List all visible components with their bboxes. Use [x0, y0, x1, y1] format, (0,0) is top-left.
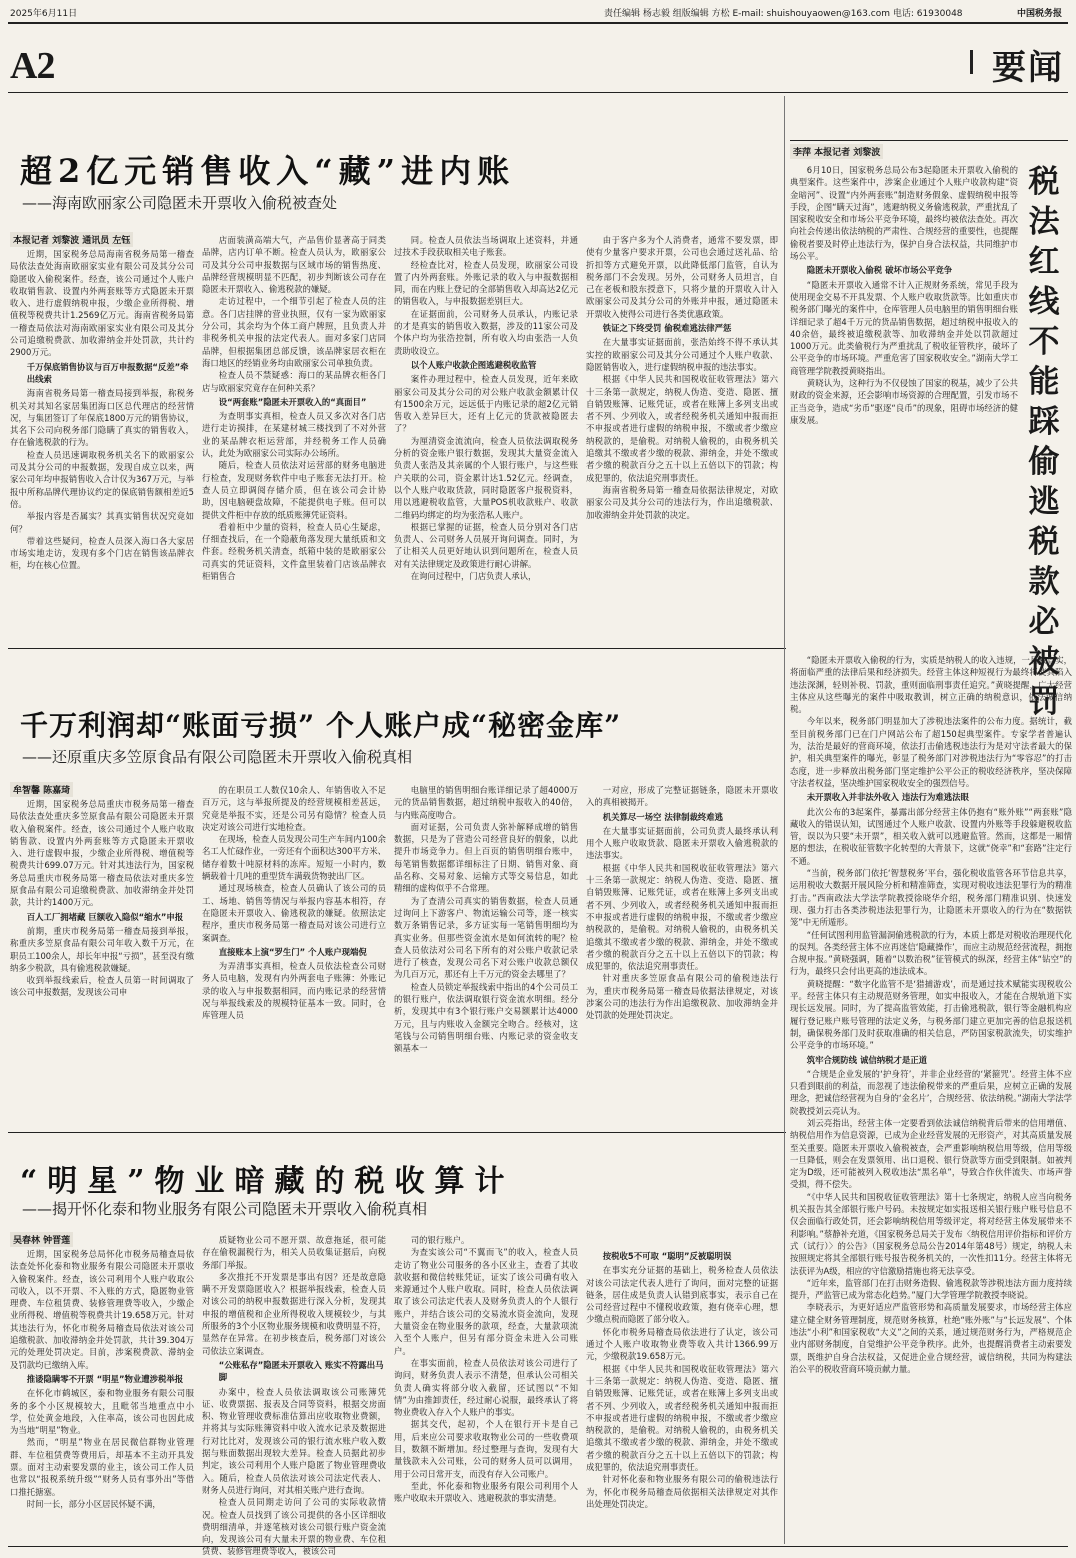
article1-col2 [202, 234, 386, 640]
paragraph: 带着这些疑问，检查人员深入海口各大家居市场实地走访，发现有多个门店在销售该品牌衣柜，均在核心位置。 [10, 535, 194, 571]
article1-byline: 本报记者 刘黎波 通讯员 左钰 [10, 232, 133, 247]
paragraph: 为查实该公司“不翼而飞”的收入，检查人员走访了物业公司服务的各小区业主，查看了其收款收据和微信转账凭证，证实了该公司确有收入来源通过个人账户收取。同时，检查人员依法调取了该公司法定代表人及财务负责人的个人银行账户，并结合该公司的交易流水资金流向，发现大量资金在物业服务的款项，经查，大量款项流入至个人账户，但另有部分资金未进入公司账户。 [394, 1247, 578, 1356]
paragraph: 办案中，检查人员依法调取该公司账簿凭证、收费票据、报表及合同等资料，根据交房面积、物业管理收费标准估算出应收取物业费额，并将其与实际账簿资料中收入流水记录及数据进行对比比对，发现该公司的银行流水账户收入数据与账面数据出现较大差异。检查人员据此初步判定，该公司利用个人账户隐匿了物业管理费收入。随后，检查人员依法对该公司法定代表人、财务人员进行询问，对其相关账户进行查询。 [202, 1386, 386, 1495]
article3-col2 [202, 1234, 386, 1557]
paragraph: “合规是企业发展的‘护身符’，并非企业经营的‘紧箍咒’。经营主体不应只看到眼前的利益，而忽视了违法偷税带来的严重后果，应树立正确的发展理念，把诚信经营视为自身的‘金名片’，合规经营、依法纳税。”湖南大学法学院教授刘云亮认为。 [790, 1068, 1072, 1116]
article2-headline: 千万利润却“账面亏损” 个人账户成“秘密金库” [20, 709, 622, 742]
article3-subhead2: “公账私存”隐匿未开票收入 账实不符露出马脚 [218, 1359, 384, 1383]
paragraph: 为了查清公司真实的销售数据，检查人员通过询问上下游客户、物流运输公司等，逐一核实数万条销售记录，多方证实每一笔销售明细均为真实业务。但那些资金流水是如何流转的呢？检查人员依法对公司名下所有的对公账户收款记录进行了核查，发现公司名下对公账户收款总额仅为几百万元，那还有上千万元的资金去哪里了？ [394, 895, 578, 980]
article2-col4 [586, 784, 778, 1126]
paragraph: 质疑物业公司不愿开票、故意拖延，很可能存在偷税漏税行为，相关人员收集证据后，向税务部门举报。 [202, 1235, 386, 1270]
paragraph: 为查明事实真相，检查人员又多次对各门店进行走访摸排，在某建材城三楼找到了不对外营业的某品牌衣柜运营部，并经税务工作人员确认，此处为欧丽家公司实际办公场所。 [202, 411, 386, 459]
article2-col2 [202, 784, 386, 1126]
paragraph: 6月10日，国家税务总局公布3起隐匿未开票收入偷税的典型案件。这些案件中，涉案企业通过个人账户收款构建“资金暗河”、设置“内外两套账”制造财务假象、虚假纳税申报等手段，企图“瞒天过海”，逃避纳税义务偷逃税款，严重扰乱了国家税收安全和市场公平竞争环境，最终均被依法查处。再次向社会传递出依法纳税的严肃性、合规经营的重要性，也提醒偷税者要及时停止违法行为，保护自身合法权益，共同维护市场公平。 [790, 165, 1018, 262]
article1-subhead1: 千万保底销售协议与百万申报数据“反差”牵出线索 [26, 361, 189, 384]
paragraph: 在现场，检查人员发现公司生产车间内100余名工人忙碌作业，一旁还有个面积达300平方米、储存着数十吨原材料的冻库。短短一小时内，数辆载着十几吨的重型货车满载货物驶出厂区。 [202, 834, 386, 882]
newspaper-brand: 中国税务报 [1016, 8, 1062, 19]
paragraph: 检查人员锁定举报线索中指出的4个公司员工的银行账户，依法调取银行资金流水明细。经分析，发现其中有3个银行账户交易额累计达4000万元，且与内账收入金额完全吻合。经核对，这笔钱与公司销售明细台账、内账记录的资金收支额基本一 [394, 981, 578, 1054]
paragraph: 在怀化市鹤城区，泰和物业服务有限公司服务的多个小区规模较大，且毗邻当地重点中小学，位处黄金地段，入住率高，该公司也因此成为当地“明星”物业。 [10, 1388, 194, 1436]
paragraph: 前期，重庆市税务局第一稽查局接到举报，称重庆多笠原食品有限公司年收入数千万元，在职员工100余人，却长年申报“亏损”，甚至没有缴纳多少税款，具有偷逃税款嫌疑。 [10, 925, 194, 973]
sidebar-subhead3: 筑牢合规防线 诚信纳税才是正道 [806, 1054, 927, 1065]
sidebar-vertical-title [1024, 162, 1064, 722]
paragraph: “近年来，监管部门在打击财务造假、偷逃税款等涉税违法方面力度持续提升，严监管已成为常态化趋势。”厦门大学管理学院教授李晓说。 [790, 1277, 1072, 1301]
paragraph: 在证据面前，公司财务人员承认，内账记录的才是真实的销售收入数据，涉及的11家公司及个体户均为张浩控制，所有收入均由张浩一人负责助收设立。 [394, 308, 578, 356]
paragraph: 为厘清资金流流向，检查人员依法调取税务分析的资金账户银行数据，发现其大量资金流入负责人张浩及其亲属的个人银行账户，与这些账户关联的公司，资金累计达1.52亿元。经调查，以个人账户收取货款，同时隐匿客户报税资料，用以逃避税收监管，大量POS机收款账户、收款二维码均绑定的均为张浩私人账户。 [394, 435, 578, 520]
paragraph: 为弄清事实真相，检查人员依法检查公司财务人员电脑，发现有内外两套电子账簿：外账记录的收入与申报数据相同，而内账记录的经营情况与举报线索及的规模特征基本一致。同时，仓库管理人员 [202, 961, 386, 1021]
paragraph: 此次公布的3起案件，暴露出部分经营主体仍抱有“账外账”“两套账”隐藏收入的错误认知，试图通过个人账户收款、设置内外账等手段躲避税收监管，误以为只要“未开票”，相关收入就可以逃避监管。然而，这都是一厢情愿的想法，在税收征管数字化转型的大背景下，这就“侥幸”和“套路”注定行不通。 [790, 806, 1072, 866]
article3-subhead4: 按税收5不可取 “聪明”反被聪明误 [602, 1251, 732, 1261]
sidebar-subhead2: 未开票收入并非法外收入 违法行为难逃法眼 [806, 792, 969, 803]
article3-subtitle: ——揭开怀化泰和物业服务有限公司隐匿未开票收入偷税真相 [22, 1200, 428, 1218]
paragraph: 在大量事实证据面前，张浩始终不得不承认其实控的欧丽家公司及其分公司通过个人账户收款、隐匿销售收入，进行虚假纳税申报的违法事实。 [586, 337, 778, 372]
paragraph: 一对应，形成了完整证据链条，隐匿未开票收入的真相被揭开。 [586, 785, 778, 808]
paragraph: “《中华人民共和国税收征收管理法》第十七条规定，纳税人应当向税务机关报告其全部银行账户号码。未按规定如实报送相关银行账户账号信息不仅会面临行政处罚，还会影响纳税信用等级评定，将对经营主体发展带来不利影响。”蔡静补充道，《国家税务总局关于发布〈纳税信用评价指标和评价方式（试行）〉的公告》（国家税务总局公告2014年第48号）规定，纳税人未按照规定将其全部银行账号报告税务机关的，一次性扣11分。经营主体将无法获评为A级，相应的守信激励措施也将无法享受。 [790, 1191, 1072, 1276]
article1-col4 [586, 234, 778, 640]
paragraph: 随后，检查人员依法对运营部的财务电脑进行检查，发现财务软件中电子账套无法打开。检查人员立即调阅存储介质，但在该公司会计协助，因电脑硬盘故障，不能提供电子账。但可以提供文件柜中存放的纸质账簿凭证资料。 [202, 460, 386, 520]
paragraph: 由于客户多为个人消费者，通常不要发票，即使有少量客户要求开票，公司也会通过送礼品、给折扣等方式避免开票，以此降低部门监管，自认为税务部门不会发现。另外，公司财务人员坦言，自己在老板和股东授意下，只将少量的开票收入计入欧丽家公司及其分公司的外账并申报，通过隐匿未开票收入使得公司进行各类优惠政策。 [586, 235, 778, 319]
article2-subtitle: ——还原重庆多笠原食品有限公司隐匿未开票收入偷税真相 [22, 748, 413, 766]
article-divider [8, 1132, 786, 1133]
paragraph: 根据已掌握的证据，检查人员分别对各门店负责人、公司财务人员展开询问调查。同时，为了让相关人员更好地认识到问题所在，检查人员对有关法律规定及政策进行耐心讲解。 [394, 521, 578, 569]
paragraph: 案件办理过程中，检查人员发现，近年来欧丽家公司及其分公司的对公账户收款金额累计仅有1500余万元，远远低于内账记录的超2亿元销售收入差异巨大，还有上亿元的货款被隐匿去了？ [394, 374, 578, 434]
paragraph: 近期，国家税务总局重庆市税务局第一稽查局依法查处重庆多笠原食品有限公司隐匿未开票收入偷税案件。经查，该公司通过个人账户收取销售款、设置内外两套账等方式隐匿未开票收入、进行虚假申报，少缴企业所得税、增值税等税费共计699.07万元。针对其违法行为，国家税务总局重庆市税务局第一稽查局依法对重庆多笠原食品有限公司追缴税费款、加收滞纳金并处罚款，共计约1400万元。 [10, 799, 194, 908]
paragraph: 海南省税务局第一稽查局接到举报，称税务机关对其知名家居集团海口区总代理店的经营情况，与集团签订了年保底1800万元的销售协议，其名下公司向税务部门隐瞒了真实的销售收入，存在偷逃税款的行为。 [10, 388, 194, 448]
article1-col3 [394, 234, 578, 640]
paragraph: 多次推托不开发票是事出有因？还是故意隐瞒不开发票隐匿收入？根据举报线索，检查人员对该公司的纳税申报数据进行深入分析，发现其申报的增值税和企业所得税收入规模较少，与其所服务的3个小区物业服务规模和收费明显不符，显然存在异常。在初步核查后，税务部门对该公司依法立案调查。 [202, 1271, 386, 1356]
article1-subtitle: ——海南欧丽家公司隐匿未开票收入偷税被查处 [22, 194, 338, 212]
sidebar-top-rule [790, 140, 1068, 141]
sidebar-title-text: 税 法 红 线 不 能 踩 偷 逃 税 款 必 被 罚 [1028, 164, 1060, 720]
paragraph: 根据《中华人民共和国税收征收管理法》第六十三条第一款规定，纳税人伪造、变造、隐匿、擅自销毁账簿、记账凭证，或者在账簿上多列支出或者不列、少列收入，或者经税务机关通知申报而拒不申报或者进行虚假的纳税申报，不缴或者少缴应纳税款的，是偷税。对纳税人偷税的，由税务机关追缴其不缴或者少缴的税款、滞纳金，并处不缴或者少缴的税款百分之五十以上五倍以下的罚款；构成犯罪的，依法追究刑事责任。 [586, 374, 778, 483]
paragraph: 在事实面前，检查人员依法对该公司进行了询问，财务负责人表示不清楚，但承认公司相关负责人确实将部分收入截留，还试图以“不知情”为由推卸责任，经过耐心说服，最终承认了将物业费收入存入个人账户的事实。 [394, 1357, 578, 1418]
paragraph: 举报内容是否属实？其真实销售状况究竟如何？ [10, 511, 194, 534]
paragraph: 电脑里的销售明细台账详细记录了超4000万元的货品销售数据，超过纳税申报收入的40倍，与内账高度吻合。 [394, 785, 578, 820]
article2-subhead1: 百人工厂拥堵藏 巨额收入隐似“缩水”申报 [26, 911, 184, 922]
paragraph: “任何试图利用监管漏洞偷逃税款的行为，本质上都是对税收治理现代化的误判。各类经营主体不应再迷信‘隐藏操作’，而应主动规范经营流程，拥抱合规申报。”黄晓强调，随着“以数治税”征管模式的纵深，经营主体“钻空”的行为，最终只会付出更高的违法成本。 [790, 929, 1072, 977]
paragraph: 至此，怀化泰和物业服务有限公司利用个人账户收取未开票收入、逃避税款的事实清楚。 [394, 1480, 578, 1504]
sidebar-col-bottom [790, 654, 1072, 1544]
paragraph: 看着柜中少量的资料，检查人员心生疑虑，仔细查找后，在一个隐蔽角落发现大量纸质和文件套。经税务机关清查，纸箱中装的是欧丽家公司真实的凭证资料，文件盒里装着门店该品牌衣柜销售合 [202, 521, 386, 582]
paragraph: 经检查比对，检查人员发现，欧丽家公司设置了内外两套账。外账记录的收入与申报数据相同，而在内账上登记的全部销售收入却高达2亿元的销售收入，与申报数据差别巨大。 [394, 259, 578, 307]
article1-subhead3: 以个人账户收款企图逃避税收监管 [410, 359, 537, 370]
article2-col1 [10, 798, 194, 1126]
paragraph: 海南省税务局第一稽查局依据法律规定，对欧丽家公司及其分公司的违法行为，作出追缴税款、加收滞纳金并处罚款的决定。 [586, 484, 778, 520]
paragraph: 在大量事实证据面前，公司负责人最终承认利用个人账户收取货款、隐匿未开票收入偷逃税款的违法事实。 [586, 825, 778, 861]
paragraph: 司的银行账户。 [410, 1235, 470, 1245]
paragraph: 李晓表示，为更好适应严监管形势和高质量发展要求，市场经营主体应建立健全财务管理制度，规范财务核算，杜绝“账外账”与“长远发展”、个体违法“小利”和国家税收“大义”之间的关系，通过规范财务行为，严格规范企业内部财务制度，自觉维护公平竞争秩序。此外，也提醒消费者主动索要发票，既维护自身合法权益，又促进企业合规经营，诚信纳税，共同为构建法治公平的税收营商环境贡献力量。 [790, 1302, 1072, 1374]
paragraph: 然而，“明星”物业在居民微信群物业管理群、车位租赁费等费用后，却基本不主动开具发票。面对主动索要发票的业主，该公司工作人员也常以“报税系统升级”“财务人员有事外出”等借口推托搪塞。 [10, 1437, 194, 1497]
paragraph: 通过现场核查，检查人员确认了该公司的员工、场地、销售等情况与举报内容基本相符，存在隐匿未开票收入、偷逃税款的嫌疑。依照法定程序，重庆市税务局第一稽查局对该公司进行立案调查。 [202, 883, 386, 943]
sidebar-divider [784, 96, 785, 1544]
editor-credits: 责任编辑 杨志毅 组版编辑 方松 E-mail: shuishouyaowen@163.com 电话: 61930048 [604, 8, 963, 19]
article3-headline: “明星”物业暗藏的税收算计 [20, 1164, 515, 1199]
paragraph: 今年以来，税务部门明显加大了涉税违法案件的公布力度。据统计，截至目前税务部门已在门户网站公布了超150起典型案件。专家学者普遍认为，法治是最好的营商环境，依法打击偷逃税违法行为是对守法者最大的保护，相关典型案件的曝光，彰显了税务部门对涉税违法行为“零容忍”的打击态度，进一步释放出税务部门坚定维护公平公正的税收经济秩序，坚决保障守法者权益，坚决维护国家税收安全的强烈信号。 [790, 716, 1072, 788]
paragraph: 走访过程中，一个细节引起了检查人员的注意。各门店挂牌的营业执照，仅有一家为欧丽家分公司，其余均为个体工商户牌照，且负责人并非税务机关申报的法定代表人。面对多家门店同品牌，但根据集团总部反馈，该品牌家居衣柜在海口地区的经销业务均由欧丽家公司单独负责。 [202, 296, 386, 368]
paragraph: 黄晓提醒：“数字化监管不是‘猎捕游戏’，而是通过技术赋能实现税收公平。经营主体只有主动规范财务管理，如实申报收入，才能在合规轨道下实现长远发展。同时，为了提高监管效能，打击偷逃税款，银行等金融机构应履行登记账户账号管理的法定义务，与税务部门建立更加完善的信息报送机制，确保税务部门及时获取准确的相关信息，严防国家税款流失，切实维护公平竞争的市场环境。” [790, 978, 1072, 1051]
masthead-rule [8, 92, 1068, 93]
paragraph: 近期，国家税务总局海南省税务局第一稽查局依法查处海南欧丽家实业有限公司及其分公司隐匿收入偷税案件。经查，该公司通过个人账户收取销售款、设置内外两套账等方式隐匿未开票收入、进行虚假纳税申报，少缴企业所得税、增值税等税费共计1.2569亿万元。海南省税务局第一稽查局依法对海南欧丽家实业有限公司及其分公司追缴税费款、加收滞纳金并处罚款，共计约2900万元。 [10, 249, 194, 358]
paragraph: 同。检查人员依法当场调取上述资料，并通过技术手段获取相关电子账套。 [394, 235, 578, 258]
sidebar-byline: 李萍 本报记者 刘黎波 [790, 144, 883, 159]
paragraph: 面对证据，公司负责人弥补解释成增的销售数据，只是为了营造公司经营良好的假象，以此提升市场竞争力。但上百页的销售明细台账中，每笔销售数据都详细标注了日期、销售对象、商品名称、交易对象、运输方式等交易信息，如此精细的虚构似乎不合常理。 [394, 821, 578, 894]
paragraph: 针对怀化泰和物业服务有限公司的偷税违法行为，怀化市税务局稽查局依据相关法律规定对其作出处理处罚决定。 [586, 1474, 778, 1509]
paragraph: 的在职员工人数仅10余人、年销售收入不足百万元，这与举报所提及的经营规模相差甚远，究竟是举报不实，还是公司另有隐情？检查人员决定对该公司进行实地检查。 [202, 785, 386, 832]
page-header-strip [8, 4, 1068, 20]
article3-subhead1: 推诿隐瞒零不开票 “明星”物业遭涉税举报 [26, 1373, 184, 1384]
paragraph: “隐匿未开票收入偷税的行为，实质是纳税人的收入违规，一旦被查实，将面临严重的法律后果和经济损失。经营主体这种短视行为最终将使其陷入违法深渊，轻则补税、罚款，重则面临刑事责任追究。”黄晓提醒，广大经营主体应从这些曝光的案件中吸取教训，树立正确的纳税意识，依法诚信纳税。 [790, 655, 1072, 715]
paragraph: 近期，国家税务总局怀化市税务局稽查局依法查处怀化泰和物业服务有限公司隐匿未开票收入偷税案件。经查，该公司利用个人账户收取公司收入，以不开票、不入账的方式，隐匿物业管理费、车位租赁费、装修管理费等收入，少缴企业所得税、增值税等税费共计19.658万元。针对其违法行为，怀化市税务局稽查局依法对该公司追缴税款、加收滞纳金并处罚款，共计39.304万元的处理处罚决定。目前，涉案税费款、滞纳金及罚款均已缴纳入库。 [10, 1249, 194, 1370]
paragraph: “当前，税务部门依托‘智慧税务’平台，强化税收监管各环节信息共享，运用税收大数据开展风险分析和精准筛查，实现对税收违法犯罪行为的精准打击。”西南政法大学法学院教授徐晓华介绍，税务部门精准识别、快速发现、强力打击各类涉税违法犯罪行为，让隐匿未开票收入的行为在“数据铁笼”中无所遁形。 [790, 868, 1072, 928]
paragraph: 在事实充分证据的基础上，税务检查人员依法对该公司法定代表人进行了询问，面对完整的证据链条，居住成是负责人认错到底事实，表示自己在公司经营过程中不懂税收政策，抱有侥幸心理，想少缴点税而隐匿了部分收入。 [586, 1265, 778, 1325]
article2-col3 [394, 784, 578, 1126]
article3-col4 [586, 1248, 778, 1544]
paragraph: 时间一长，部分小区居民怀疑不满， [26, 1498, 161, 1509]
article1-headline: 超2亿元销售收入“藏”进内账 [20, 152, 516, 190]
article3-byline: 吴春林 钟晋莲 [10, 1232, 73, 1247]
paragraph: 在询问过程中，门店负责人承认， [410, 571, 537, 582]
header-rule [8, 22, 1068, 24]
paragraph: 店面装潢高端大气，产品售价显著高于同类品牌，店内订单不断。检查人员认为，欧丽家公司及其分公司申报数据与区域市场的销售热度、品牌经营规模明显不匹配，初步判断该公司存在隐匿未开票收入、偷逃税款的嫌疑。 [202, 235, 386, 295]
article3-col1 [10, 1248, 194, 1544]
article1-col1 [10, 248, 194, 640]
footer-rule [8, 1546, 1068, 1547]
paragraph: 收到举报线索后，检查人员第一时间调取了该公司申报数据，发现该公司申 [10, 975, 194, 998]
paragraph: 检查人员同期走访问了公司的实际收款情况。检查人员找到了该公司提供的各小区详细收费明细清单，并逐笔核对该公司银行账户资金流向，发现该公司有大量未开票的物业费、车位租赁费、装修管理费等收入，被该公司 [202, 1497, 386, 1557]
article2-subhead2: 直接账本上演“罗生门” 个人账户现端倪 [218, 946, 367, 957]
sidebar-subhead1: 隐匿未开票收入偷税 破坏市场公平竞争 [806, 265, 953, 276]
article2-byline: 牟智馨 陈嘉琦 [10, 782, 73, 797]
paragraph: 检查人员不禁疑惑：海口的某品牌衣柜各门店与欧丽家究竟存在何种关系？ [202, 370, 386, 393]
article1-subhead2: 设“两套账”隐匿未开票收入的“真面目” [218, 396, 367, 407]
article3-col3 [394, 1234, 578, 1544]
issue-date: 2025年6月11日 [10, 8, 78, 19]
page-number: A2 [10, 45, 55, 87]
article2-subhead4: 机关算尽一场空 法律制裁终难逃 [602, 811, 723, 822]
article-divider [8, 648, 786, 649]
paragraph: 怀化市税务局稽查局依法进行了认定，该公司通过个人账户收取物业费等收入共计1366.99万元，少缴税款19.658万元。 [586, 1326, 778, 1362]
sidebar-col-top [790, 164, 1018, 650]
paragraph: 根据《中华人民共和国税收征收管理法》第六十三条第一款规定：纳税人伪造、变造、隐匿、擅自销毁账簿、记账凭证，或者在账簿上多列支出或者不列、少列收入，或者经税务机关通知申报而拒不申报或者进行虚假的纳税申报，不缴或者少缴应纳税款的，是偷税。对纳税人偷税的，由税务机关追缴其不缴或者少缴的税款、滞纳金，并处不缴或者少缴的税款百分之五十以上五倍以下的罚款；构成犯罪的，依法追究刑事责任。 [586, 862, 778, 972]
paragraph: “隐匿未开票收入通常不计入正规财务系统，常见手段为使用现金交易不开具发票、个人账户收取货款等。比如重庆市税务部门曝光的案件中，仓库管理人员电脑里的销售明细台账详细记录了超4千万元的货品销售数据，超过纳税申报收入的40余倍，最终被追缴税款等、加收滞纳金并处以罚款超过1000万元。此类偷税行为严重扰乱了税收征管秩序，破坏了公平竞争的市场环境。严重危害了国家税收安全。”湖南大学工商管理学院教授黄晓指出。 [790, 279, 1018, 376]
paragraph: 检查人员迅速调取税务机关名下的欧丽家公司及其分公司的申报数据，发现自成立以来，两家公司年均申报销售收入合计仅为367万元，与举报中所称品牌代理协议约定的保底销售额相差近5倍。 [10, 449, 194, 509]
article1-subhead4: 铁证之下终受罚 偷税难逃法律严惩 [602, 323, 732, 334]
paragraph: 刘云亮指出，经营主体一定要看到依法诚信纳税背后带来的信用增值、纳税信用作为信息资源，已成为企业经营发展的无形资产，对其高质量发展至关重要。隐匿未开票收入偷税被查，会严重影响纳税信用等级，信用等级一旦降低，则会在发票领用、出口退税、银行贷款等方面受到限制。如被判定为D级，还可能被列入税收违法“黑名单”，导致合作伙伴流失、市场声誉受损，得不偿失。 [790, 1117, 1072, 1190]
paragraph: 针对重庆多笠原食品有限公司的偷税违法行为，重庆市税务局第一稽查局依据法律规定，对该涉案公司的违法行为作出追缴税款、加收滞纳金并处罚款的处理处罚决定。 [586, 973, 778, 1021]
paragraph: 据其交代，起初，个人在银行开卡是自己用，后来应公司要求收取物业公司的一些收费项目，数额不断增加。经过整理与查询，发现有大量钱款未入公司账，公司的财务人员可以调用，用于公司日常开支，而没有存入公司账户。 [394, 1419, 578, 1479]
section-name: 要闻 [992, 40, 1064, 89]
paragraph: 根据《中华人民共和国税收征收管理法》第六十三条第一款规定：纳税人伪造、变造、隐匿、擅自销毁账簿、记账凭证，或者在账簿上多列支出或者不列、少列收入，或者经税务机关通知申报而拒不申报或者进行虚假的纳税申报，不缴或者少缴应纳税款的，是偷税。对纳税人偷税的，由税务机关追缴其不缴或者少缴的税款、滞纳金，并处不缴或者少缴的税款百分之五十以上五倍以下的罚款；构成犯罪的，依法追究刑事责任。 [586, 1363, 778, 1473]
paragraph: 黄晓认为，这种行为不仅侵蚀了国家的税基，减少了公共财政的资金来源，还会影响市场资源的合理配置，引发市场不正当竞争，造成“劣币”驱逐“良币”的现象，阻碍市场经济的健康发展。 [790, 378, 1018, 425]
